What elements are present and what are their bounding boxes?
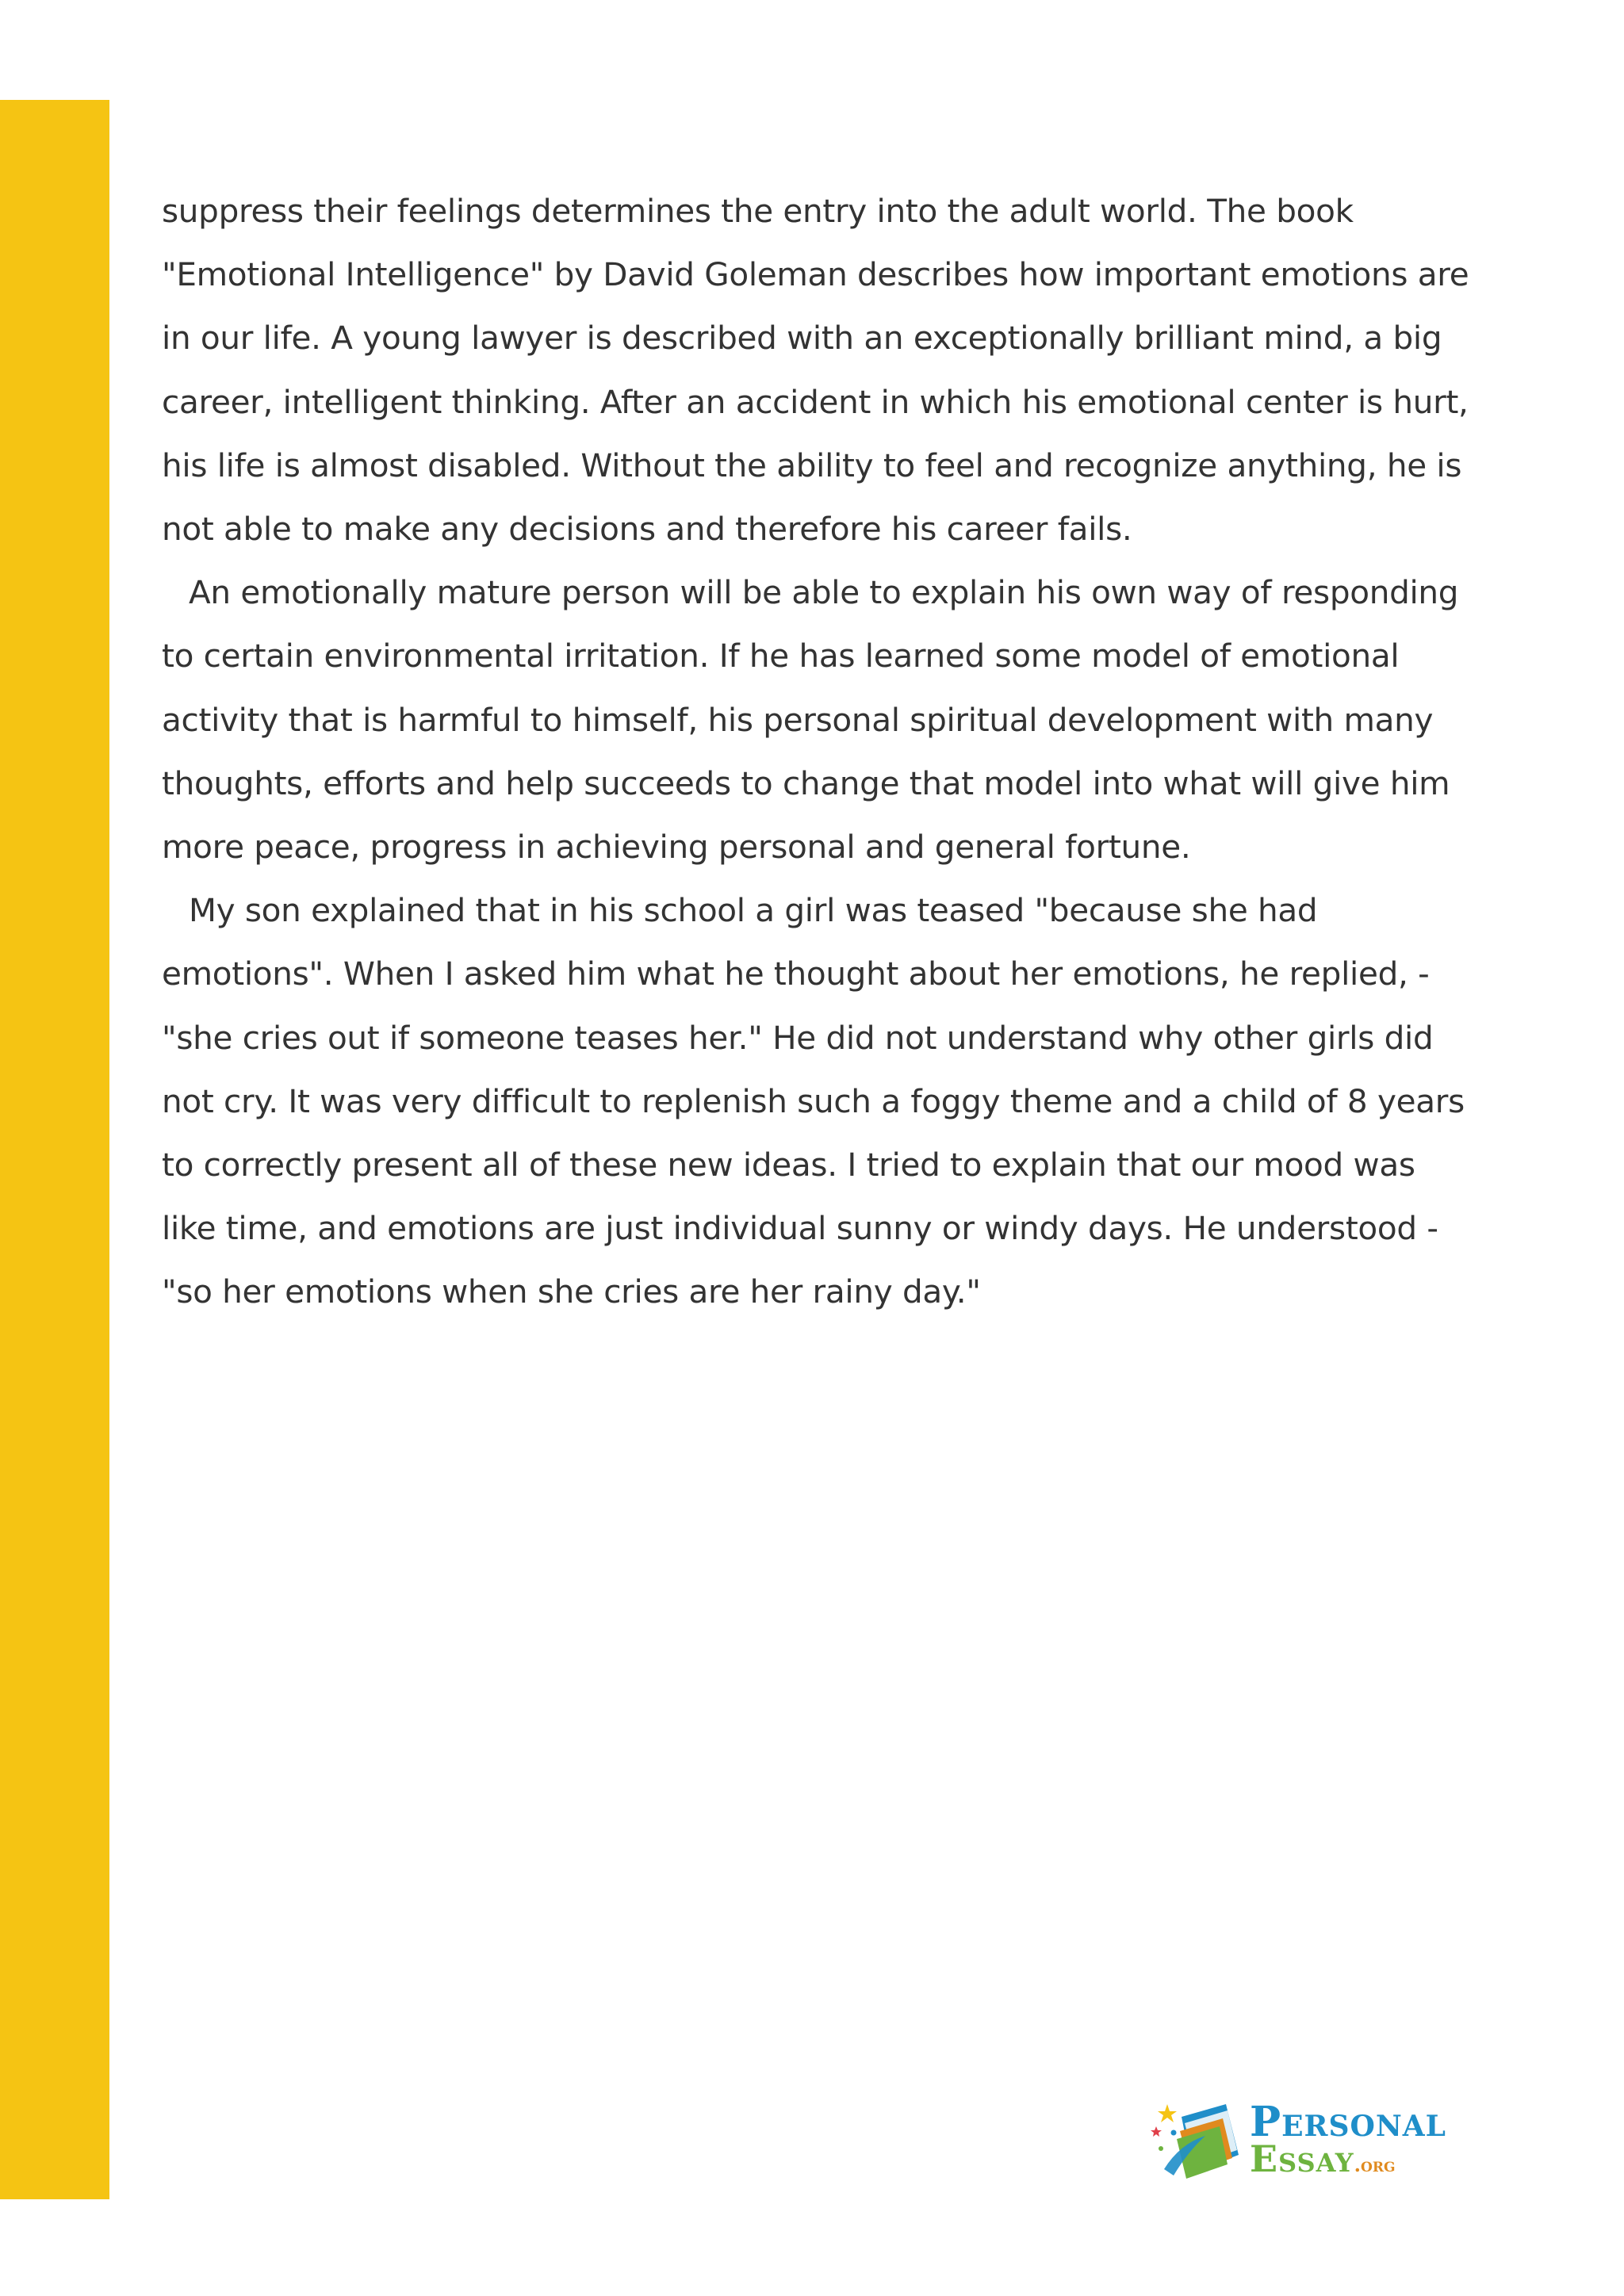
logo-text-essay [1250, 2137, 1395, 2180]
paragraph-2: An emotionally mature person will be able to explain his own way of responding to certain environmental irritation. If he has learned some model of emotional activity that is harmful to himself, his personal spiritual development with many thoughts, efforts and help succeeds to change that model into what will give him more peace, progress in achieving personal and general fortune. [162, 573, 1459, 867]
side-accent-bar [0, 100, 109, 2199]
essay-body [162, 179, 1478, 1324]
logo-text-personal: Personal [1250, 2098, 1446, 2146]
book-with-stars-icon [1150, 2096, 1248, 2183]
paragraph-1: suppress their feelings determines the entry into the adult world. The book "Emotional Intelligence" by David Goleman describes how important emotions are in our life. A young lawyer is described with an exceptionally brilliant mind, a big career, intelligent thinking. After an accident in which his emotional center is hurt, his life is almost disabled. Without the ability to feel and recognize anything, he is not able to make any decisions and therefore his career fails. [162, 192, 1469, 549]
logo-text-essay-word: Essay [1250, 2137, 1354, 2180]
personal-essay-logo[interactable] [1150, 2096, 1467, 2183]
logo-text-org: .org [1354, 2153, 1396, 2176]
paragraph-3: My son explained that in his school a girl was teased "because she had emotions". When I asked him what he thought about her emotions, he replied, -"she cries out if someone teases her." He did not understand why other girls did not cry. It was very difficult to replenish such a foggy theme and a child of 8 years to correctly present all of these new ideas. I tried to explain that our mood was like time, and emotions are just individual sunny or windy days. He understood - "so her emotions when she cries are her rainy day." [162, 891, 1465, 1311]
